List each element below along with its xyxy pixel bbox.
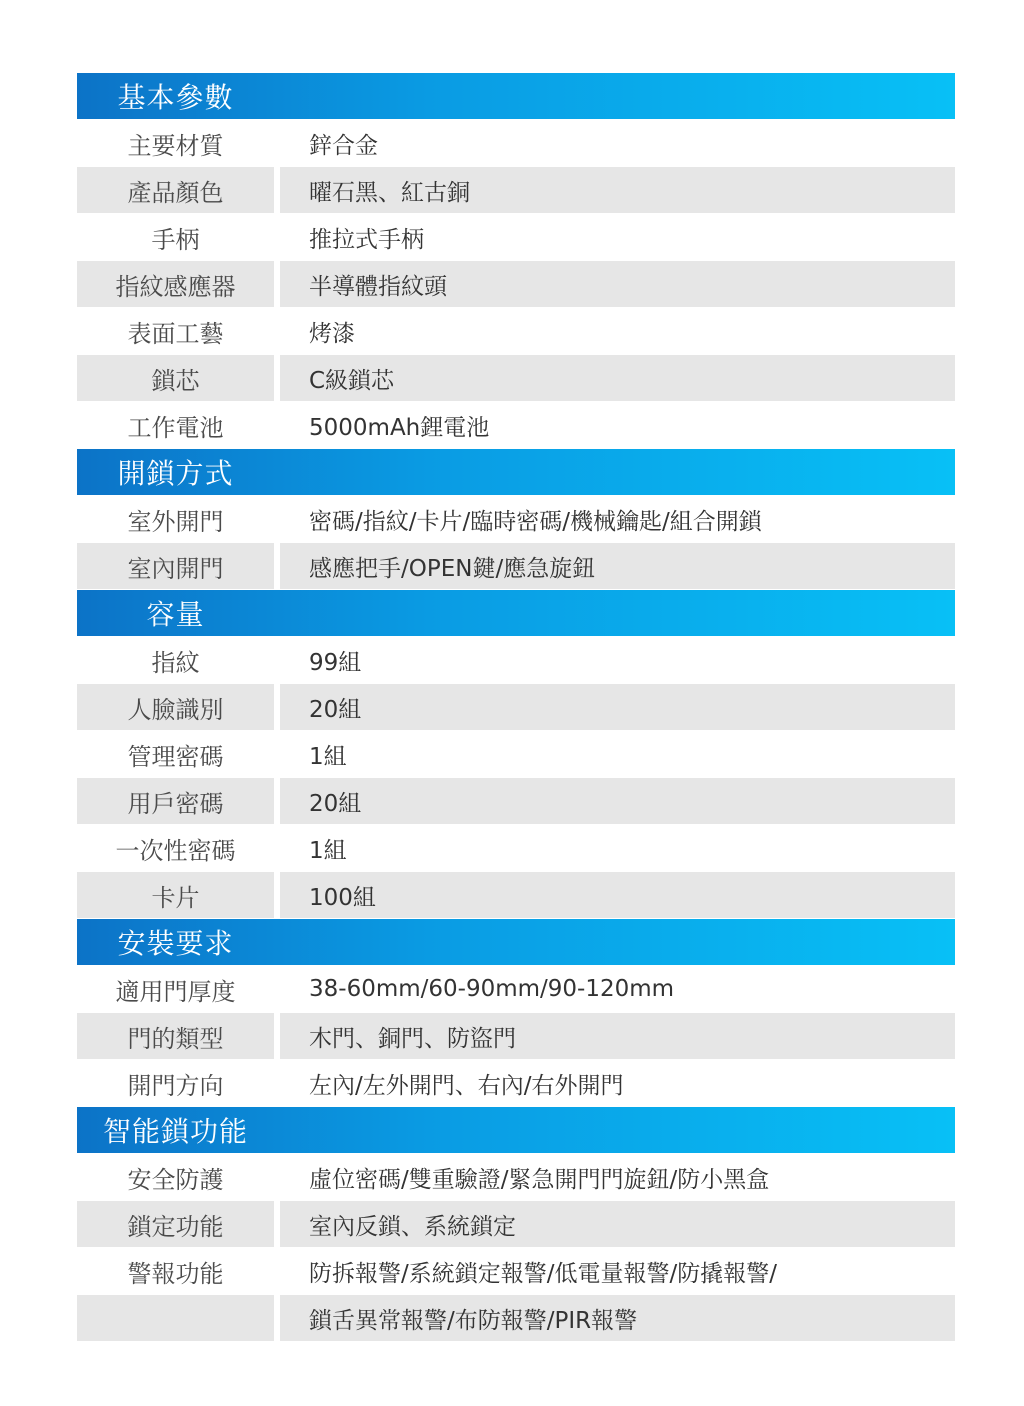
spec-row bbox=[77, 966, 955, 1012]
spec-row bbox=[77, 167, 955, 213]
spec-value: 99組 bbox=[309, 649, 362, 676]
spec-label: 安全防護 bbox=[127, 1165, 224, 1194]
spec-label: 鎖定功能 bbox=[77, 1201, 274, 1247]
section-header bbox=[77, 1107, 955, 1153]
spec-value: 密碼/指紋/卡片/臨時密碼/機械鑰匙/組合開鎖 bbox=[309, 508, 762, 535]
spec-label: 室內開門 bbox=[77, 543, 274, 589]
spec-label: 卡片 bbox=[77, 872, 274, 918]
spec-value: C級鎖芯 bbox=[280, 355, 955, 401]
spec-value: 木門、銅門、防盜門 bbox=[280, 1013, 955, 1059]
spec-value: 防拆報警/系統鎖定報警/低電量報警/防撬報警/ bbox=[309, 1260, 777, 1287]
spec-row bbox=[77, 496, 955, 542]
spec-value: 1組 bbox=[309, 837, 347, 864]
spec-row bbox=[77, 308, 955, 354]
spec-label: 工作電池 bbox=[127, 413, 224, 442]
spec-label: 手柄 bbox=[151, 225, 200, 254]
spec-row bbox=[77, 214, 955, 260]
spec-value: 20組 bbox=[280, 684, 955, 730]
spec-table bbox=[77, 73, 955, 1342]
spec-row bbox=[77, 543, 955, 589]
spec-value: 感應把手/OPEN鍵/應急旋鈕 bbox=[280, 543, 955, 589]
section-header bbox=[77, 590, 955, 636]
spec-value: 38-60mm/60-90mm/90-120mm bbox=[309, 976, 675, 1002]
spec-row bbox=[77, 402, 955, 448]
spec-label: 表面工藝 bbox=[127, 319, 224, 348]
spec-value: 室內反鎖、系統鎖定 bbox=[280, 1201, 955, 1247]
spec-label: 警報功能 bbox=[127, 1259, 224, 1288]
spec-label bbox=[77, 1295, 274, 1341]
spec-value: 20組 bbox=[280, 778, 955, 824]
spec-row bbox=[77, 355, 955, 401]
spec-row bbox=[77, 684, 955, 730]
spec-row bbox=[77, 1060, 955, 1106]
spec-row bbox=[77, 1154, 955, 1200]
spec-label: 指紋感應器 bbox=[77, 261, 274, 307]
spec-label: 室外開門 bbox=[127, 507, 224, 536]
spec-value: 曜石黑、紅古銅 bbox=[280, 167, 955, 213]
spec-label: 開門方向 bbox=[127, 1071, 224, 1100]
spec-value: 鋅合金 bbox=[309, 132, 378, 159]
spec-row bbox=[77, 1013, 955, 1059]
section-title: 智能鎖功能 bbox=[102, 1115, 248, 1148]
spec-label: 一次性密碼 bbox=[115, 836, 236, 865]
spec-label: 主要材質 bbox=[127, 131, 224, 160]
spec-row bbox=[77, 1295, 955, 1341]
spec-label: 產品顏色 bbox=[77, 167, 274, 213]
spec-value: 推拉式手柄 bbox=[309, 226, 424, 253]
spec-value: 半導體指紋頭 bbox=[280, 261, 955, 307]
section-title: 安裝要求 bbox=[117, 927, 234, 960]
spec-value: 虛位密碼/雙重驗證/緊急開門門旋鈕/防小黑盒 bbox=[309, 1166, 770, 1193]
spec-row bbox=[77, 637, 955, 683]
section-header bbox=[77, 919, 955, 965]
spec-value: 100組 bbox=[280, 872, 955, 918]
section-title: 基本參數 bbox=[117, 81, 234, 114]
spec-label: 人臉識別 bbox=[77, 684, 274, 730]
spec-label: 適用門厚度 bbox=[115, 977, 236, 1006]
spec-row bbox=[77, 825, 955, 871]
spec-row bbox=[77, 120, 955, 166]
section-header bbox=[77, 73, 955, 119]
spec-value: 5000mAh鋰電池 bbox=[309, 414, 490, 441]
spec-row bbox=[77, 1248, 955, 1294]
spec-label: 鎖芯 bbox=[77, 355, 274, 401]
spec-value: 烤漆 bbox=[309, 320, 355, 347]
section-header bbox=[77, 449, 955, 495]
spec-value: 鎖舌異常報警/布防報警/PIR報警 bbox=[280, 1295, 955, 1341]
section-title: 容量 bbox=[146, 598, 205, 631]
spec-row bbox=[77, 1201, 955, 1247]
spec-value: 左內/左外開門、右內/右外開門 bbox=[309, 1072, 624, 1099]
section-title: 開鎖方式 bbox=[117, 457, 234, 490]
spec-row bbox=[77, 261, 955, 307]
spec-label: 用戶密碼 bbox=[77, 778, 274, 824]
spec-row bbox=[77, 731, 955, 777]
spec-label: 指紋 bbox=[151, 648, 200, 677]
spec-value: 1組 bbox=[309, 743, 347, 770]
spec-row bbox=[77, 778, 955, 824]
spec-row bbox=[77, 872, 955, 918]
spec-label: 管理密碼 bbox=[127, 742, 224, 771]
spec-label: 門的類型 bbox=[77, 1013, 274, 1059]
